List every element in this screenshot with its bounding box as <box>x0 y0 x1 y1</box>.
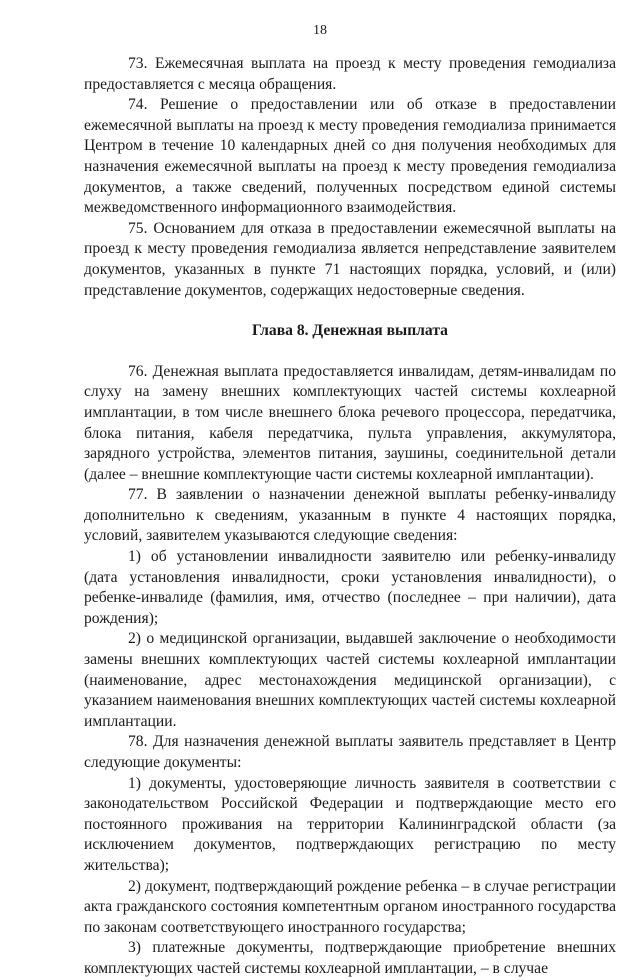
paragraph-78-item-3: 3) платежные документы, подтверждающие приобретение внешних комплектующих частей системы кохлеарной имплантации, – в случае <box>84 939 616 977</box>
chapter-heading: Глава 8. Денежная выплата <box>252 322 448 340</box>
paragraph-73: 73. Ежемесячная выплата на проезд к месту проведения гемодиализа предоставляется с месяца обращения. <box>84 55 616 93</box>
paragraph-78-item-2: 2) документ, подтверждающий рождение ребенка – в случае регистрации акта гражданского состояния компетентным органом иностранного государства по законам соответствующего иностранного государства; <box>84 877 616 936</box>
paragraph-78-item-1: 1) документы, удостоверяющие личность заявителя в соответствии с законодательством Российской Федерации и подтверждающие место его постоянного проживания на территории Калининградской области (за исключением документов, подтверждающих регистрацию по месту жительства); <box>84 774 616 874</box>
document-body <box>84 54 616 980</box>
paragraph-78: 78. Для назначения денежной выплаты заявитель представляет в Центр следующие документы: <box>84 733 616 771</box>
paragraph-77-item-2: 2) о медицинской организации, выдавшей заключение о необходимости замены внешних комплектующих частей системы кохлеарной имплантации (наименование, адрес местонахождения медицинской организации), с указанием наименования внешних комплектующих частей системы кохлеарной имплантации. <box>84 630 616 730</box>
paragraph-77-item-1: 1) об установлении инвалидности заявителю или ребенку-инвалиду (дата установления инвалидности, сроки установления инвалидности), о ребенке-инвалиде (фамилия, имя, отчество (последнее – при наличии), дата рождения); <box>84 548 616 627</box>
paragraph-76: 76. Денежная выплата предоставляется инвалидам, детям-инвалидам по слуху на замену внешних комплектующих частей системы кохлеарной имплантации, в том числе внешнего блока речевого процессора, передатчика, блока питания, кабеля передатчика, пульта управления, аккумулятора, зарядного устройства, элементов питания, заушины, соединительной детали (далее – внешние комплектующие части системы кохлеарной имплантации). <box>84 362 616 483</box>
paragraph-75: 75. Основанием для отказа в предоставлении ежемесячной выплаты на проезд к месту проведения гемодиализа является непредставление заявителем документов, указанных в пункте 71 настоящих порядка, условий, и (или) представление документов, содержащих недостоверные сведения. <box>84 219 616 299</box>
page-number: 18 <box>313 23 327 38</box>
paragraph-74: 74. Решение о предоставлении или об отказе в предоставлении ежемесячной выплаты на проезд к месту проведения гемодиализа принимается Центром в течение 10 календарных дней со дня получения необходимых для назначения ежемесячной выплаты на проезд к месту проведения гемодиализа документов, а также сведений, полученных посредством единой системы межведомственного информационного взаимодействия. <box>84 96 616 217</box>
paragraph-77: 77. В заявлении о назначении денежной выплаты ребенку-инвалиду дополнительно к сведениям, указанным в пункте 4 настоящих порядка, условий, заявителем указываются следующие сведения: <box>84 486 616 545</box>
